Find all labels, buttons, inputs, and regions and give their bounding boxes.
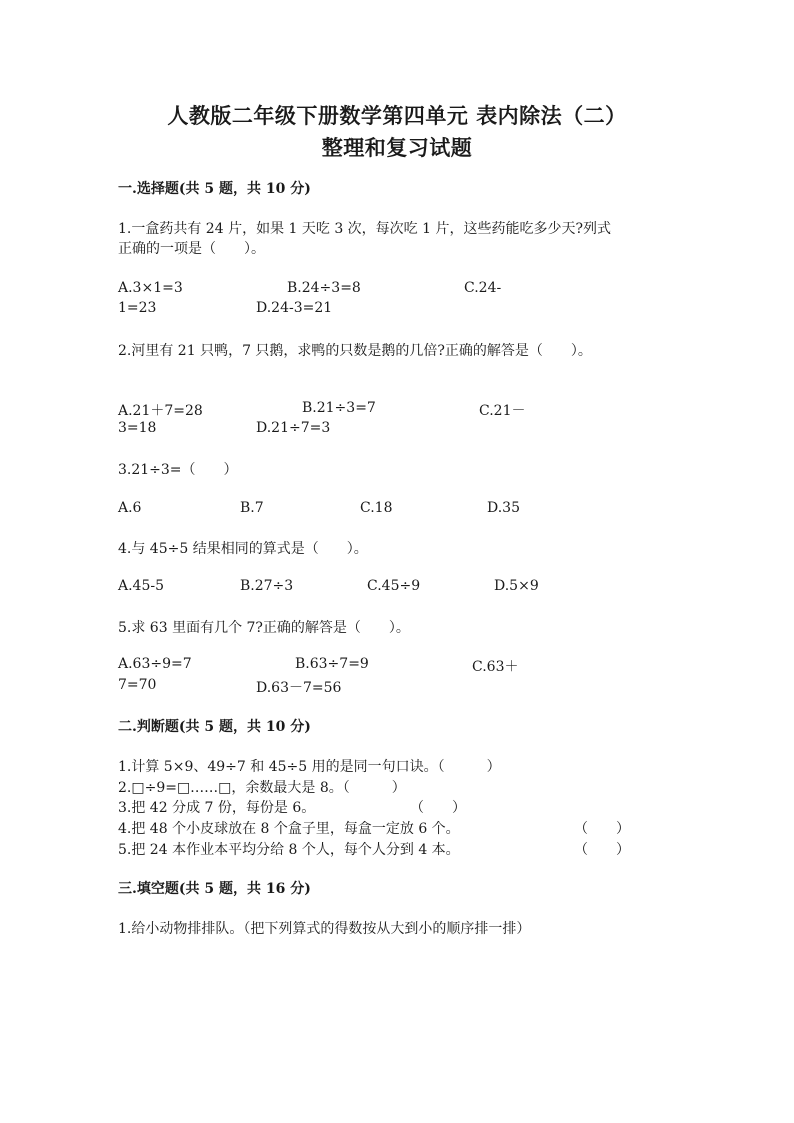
question-2-option-c: C.21－	[479, 403, 526, 419]
page-subtitle: 整理和复习试题	[321, 135, 473, 160]
question-1-option-c-cont: 1=23	[118, 300, 157, 316]
question-3-text: 3.21÷3=（ ）	[118, 462, 238, 478]
judgement-item-1: 1.计算 5×9、49÷7 和 45÷5 用的是同一句口诀。（ ）	[118, 759, 501, 775]
judgement-item-3: 3.把 42 分成 7 份，每份是 6。	[118, 800, 316, 816]
judgement-item-2: 2.□÷9=□……□，余数最大是 8。（ ）	[118, 780, 406, 796]
question-2-option-b: B.21÷3=7	[302, 400, 376, 416]
question-1-option-b: B.24÷3=8	[287, 280, 361, 296]
question-3-option-a: A.6	[118, 500, 142, 516]
question-4-option-b: B.27÷3	[240, 578, 294, 594]
question-5-option-a: A.63÷9=7	[118, 656, 192, 672]
question-2-option-d: D.21÷7=3	[256, 420, 331, 436]
fill-in-question-1-text: 1.给小动物排排队。（把下列算式的得数按从大到小的顺序排一排）	[118, 921, 531, 937]
question-2-option-a: A.21＋7=28	[118, 403, 203, 419]
judgement-item-3-answer-blank[interactable]: （ ）	[410, 800, 466, 816]
question-1-text-line2: 正确的一项是（ ）。	[118, 241, 265, 257]
judgement-item-5-answer-blank[interactable]: （ ）	[574, 842, 630, 858]
question-5-option-d: D.63－7=56	[256, 680, 342, 696]
question-1-option-d: D.24-3=21	[256, 300, 333, 316]
question-2-option-c-cont: 3=18	[118, 420, 157, 436]
judgement-item-4: 4.把 48 个小皮球放在 8 个盒子里，每盒一定放 6 个。	[118, 821, 460, 837]
question-5-text: 5.求 63 里面有几个 7?正确的解答是（ ）。	[118, 620, 410, 636]
section-heading-choice: 一.选择题(共 5 题，共 10 分)	[118, 181, 311, 197]
question-3-option-b: B.7	[240, 500, 264, 516]
question-4-option-c: C.45÷9	[367, 578, 421, 594]
question-4-text: 4.与 45÷5 结果相同的算式是（ ）。	[118, 541, 368, 557]
question-1-option-a: A.3×1=3	[118, 280, 183, 296]
question-2-text: 2.河里有 21 只鸭，7 只鹅，求鸭的只数是鹅的几倍?正确的解答是（ ）。	[118, 343, 592, 359]
question-4-option-d: D.5×9	[494, 578, 539, 594]
question-3-option-d: D.35	[487, 500, 520, 516]
question-1-text-line1: 1.一盒药共有 24 片，如果 1 天吃 3 次，每次吃 1 片，这些药能吃多少天?列式	[118, 221, 611, 237]
section-heading-fill-in: 三.填空题(共 5 题，共 16 分)	[118, 881, 311, 897]
section-heading-judgement: 二.判断题(共 5 题，共 10 分)	[118, 719, 311, 735]
judgement-item-4-answer-blank[interactable]: （ ）	[574, 821, 630, 837]
question-5-option-c-cont: 7=70	[118, 677, 157, 693]
question-3-option-c: C.18	[360, 500, 393, 516]
question-1-option-c: C.24-	[464, 280, 502, 296]
question-5-option-c: C.63＋	[472, 659, 519, 675]
question-4-option-a: A.45-5	[118, 578, 165, 594]
page-title: 人教版二年级下册数学第四单元 表内除法（二）	[167, 103, 627, 128]
question-5-option-b: B.63÷7=9	[295, 656, 369, 672]
judgement-item-5: 5.把 24 本作业本平均分给 8 个人，每个人分到 4 本。	[118, 842, 460, 858]
